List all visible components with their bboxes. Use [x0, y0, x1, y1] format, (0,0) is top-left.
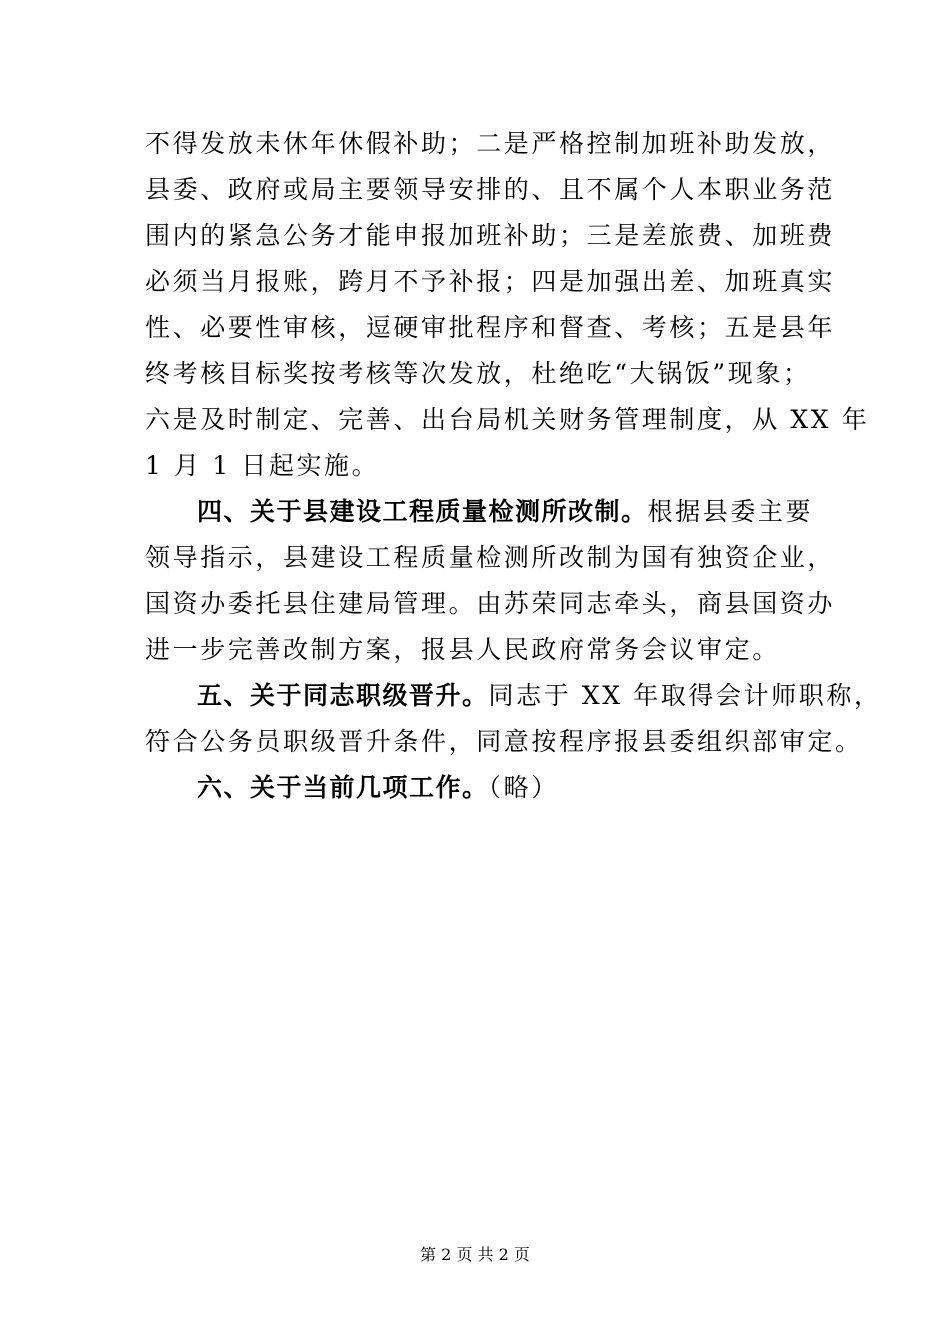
paragraph-line: 终考核目标奖按考核等次发放，杜绝吃“大锅饭”现象； [145, 359, 811, 388]
paragraph-line: 六是及时制定、完善、出台局机关财务管理制度，从 XX 年 [145, 405, 870, 434]
paragraph-line: 进一步完善改制方案，报县人民政府常务会议审定。 [145, 635, 780, 664]
paragraph-line: 性、必要性审核，逗硬审批程序和督查、考核；五是县年 [145, 313, 836, 342]
section-6-heading: 六、关于当前几项工作。 [197, 773, 489, 802]
paragraph-line: 领导指示，县建设工程质量检测所改制为国有独资企业， [145, 543, 836, 572]
section-5-first-line [145, 673, 882, 719]
section-6-first-line [145, 765, 815, 811]
section-4-heading: 四、关于县建设工程质量检测所改制。 [197, 497, 648, 526]
paragraph-line: 1 月 1 日起实施。 [145, 451, 380, 480]
section-4-first-line [145, 489, 815, 535]
paragraph-line: 符合公务员职级晋升条件，同意按程序报县委组织部审定。 [145, 727, 863, 756]
section-6-text: （略） [488, 773, 559, 802]
section-5-text: 同志于 XX 年取得会计师职称， [488, 681, 882, 710]
paragraph-line: 县委、政府或局主要领导安排的、且不属个人本职业务范 [145, 175, 836, 204]
paragraph-line: 不得发放未休年休假补助；二是严格控制加班补助发放， [145, 129, 836, 158]
document-body [145, 121, 882, 811]
paragraph-line: 围内的紧急公务才能申报加班补助；三是差旅费、加班费 [145, 221, 836, 250]
paragraph-line: 必须当月报账，跨月不予补报；四是加强出差、加班真实 [145, 267, 836, 296]
paragraph-line: 国资办委托县住建局管理。由苏荣同志牵头，商县国资办 [145, 589, 836, 618]
page-number-footer: 第 2 页 共 2 页 [420, 1245, 530, 1264]
section-4-text: 根据县委主要 [647, 497, 814, 526]
section-5-heading: 五、关于同志职级晋升。 [197, 681, 489, 710]
